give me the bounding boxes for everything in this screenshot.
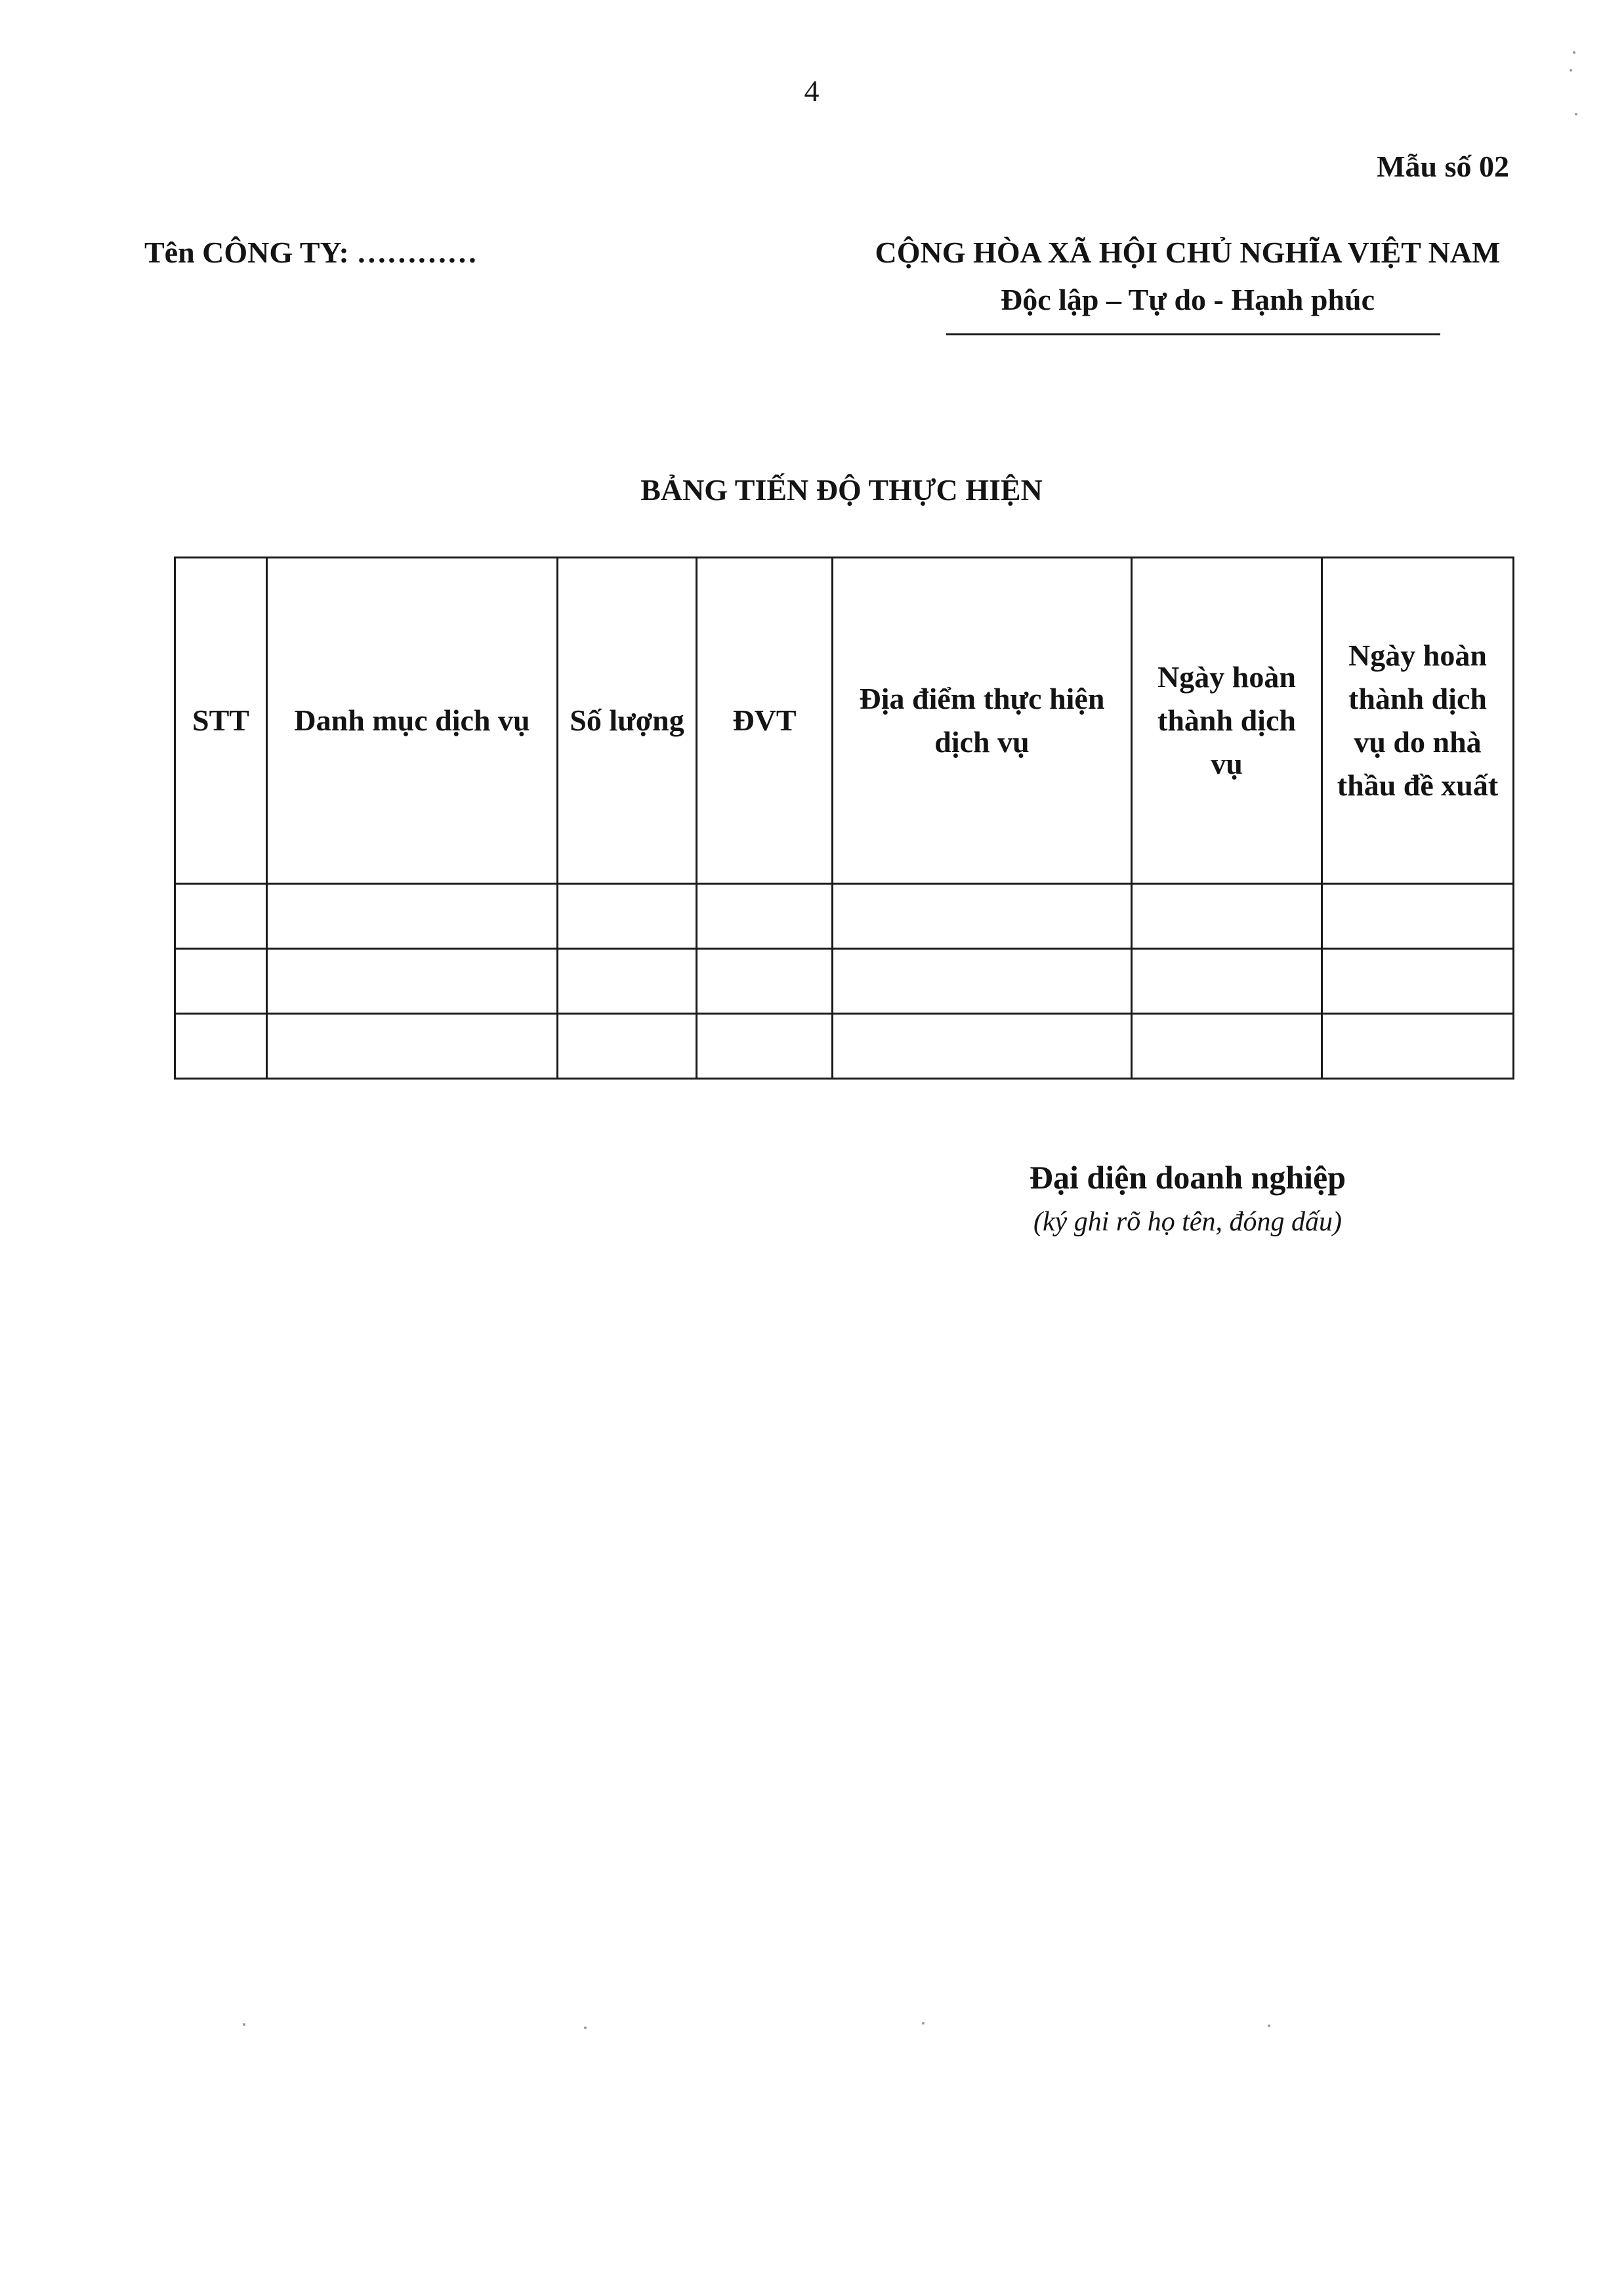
form-code: Mẫu số 02 — [1377, 150, 1509, 183]
scan-speck — [584, 2026, 587, 2029]
table-cell — [1322, 949, 1514, 1014]
header-location: Địa điểm thực hiện dịch vụ — [833, 558, 1132, 884]
scan-speck — [1575, 113, 1577, 116]
motto-underline — [946, 333, 1440, 335]
table-cell — [267, 1014, 558, 1079]
table-cell — [558, 1014, 697, 1079]
table-cell — [1132, 884, 1322, 949]
scan-speck — [243, 2023, 245, 2026]
scan-speck — [1268, 2025, 1270, 2027]
table-cell — [558, 949, 697, 1014]
signature-note: (ký ghi rõ họ tên, đóng dấu) — [1033, 1207, 1343, 1237]
table-cell — [175, 884, 267, 949]
header-proposed-completion-date: Ngày hoàn thành dịch vụ do nhà thầu đề xuất — [1322, 558, 1514, 884]
header-quantity: Số lượng — [558, 558, 697, 884]
table-cell — [1132, 949, 1322, 1014]
signature-title: Đại diện doanh nghiệp — [1029, 1159, 1346, 1196]
national-motto: Độc lập – Tự do - Hạnh phúc — [1001, 283, 1375, 316]
table-row — [175, 884, 1514, 949]
table-cell — [267, 884, 558, 949]
document-title: BẢNG TIẾN ĐỘ THỰC HIỆN — [640, 473, 1043, 507]
scan-speck — [1570, 69, 1572, 72]
scan-speck — [1573, 51, 1575, 54]
national-heading: CỘNG HÒA XÃ HỘI CHỦ NGHĨA VIỆT NAM — [875, 236, 1501, 269]
table-cell — [697, 1014, 833, 1079]
table-cell — [1322, 884, 1514, 949]
table-header-row — [175, 558, 1514, 884]
table-cell — [697, 884, 833, 949]
table-cell — [1132, 1014, 1322, 1079]
table-cell — [1322, 1014, 1514, 1079]
schedule-table — [174, 556, 1514, 1080]
page-number: 4 — [804, 74, 820, 108]
table-cell — [833, 949, 1132, 1014]
table-row — [175, 949, 1514, 1014]
header-stt: STT — [175, 558, 267, 884]
table-cell — [833, 884, 1132, 949]
header-service-list: Danh mục dịch vụ — [267, 558, 558, 884]
table-cell — [175, 949, 267, 1014]
company-name-line: Tên CÔNG TY: ………… — [144, 236, 478, 269]
table-cell — [833, 1014, 1132, 1079]
table-cell — [267, 949, 558, 1014]
scan-speck — [922, 2022, 925, 2025]
header-unit: ĐVT — [697, 558, 833, 884]
table-cell — [175, 1014, 267, 1079]
header-completion-date: Ngày hoàn thành dịch vụ — [1132, 558, 1322, 884]
table-cell — [558, 884, 697, 949]
table-cell — [697, 949, 833, 1014]
table-row — [175, 1014, 1514, 1079]
